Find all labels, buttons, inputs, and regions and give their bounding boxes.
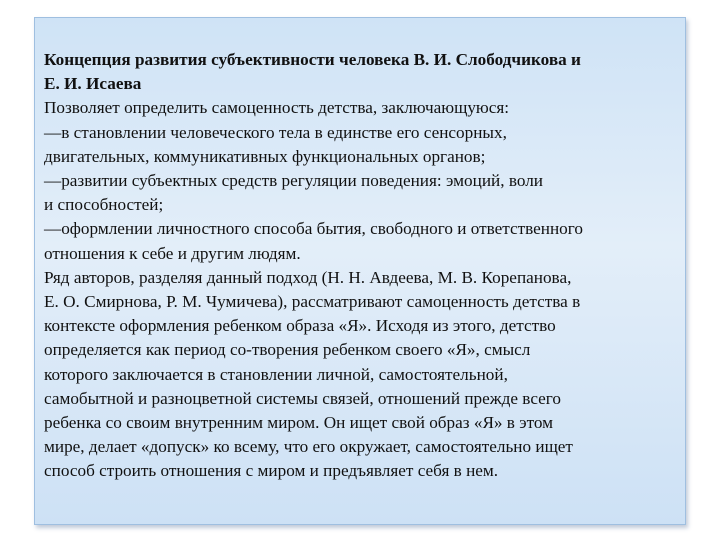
body-line: самобытной и разноцветной системы связей, отношений прежде всего [44, 388, 562, 408]
body-line: —в становлении человеческого тела в единстве его сенсорных, [44, 122, 507, 142]
body-line: мире, делает «допуск» ко всему, что его окружает, самостоятельно ищет [44, 437, 573, 457]
heading-line: Концепция развития субъективности человека В. И. Слободчикова и [44, 50, 581, 69]
slide-text [44, 48, 676, 484]
body-line: двигательных, коммуникативных функциональных органов; [44, 146, 486, 166]
body-line: Ряд авторов, разделяя данный подход (Н. Н. Авдеева, М. В. Корепанова, [44, 267, 572, 287]
body-line: отношения к себе и другим людям. [44, 243, 301, 263]
body-line: —развитии субъектных средств регуляции поведения: эмоций, воли [44, 171, 543, 191]
body-line: ребенка со своим внутренним миром. Он ищет свой образ «Я» в этом [44, 413, 554, 433]
body-line: определяется как период со-творения ребенком своего «Я», смысл [44, 340, 531, 360]
body-line: Позволяет определить самоценность детства, заключающуюся: [44, 98, 510, 118]
body-line: —оформлении личностного способа бытия, свободного и ответственного [44, 219, 583, 239]
body-line: контексте оформления ребенком образа «Я». Исходя из этого, детство [44, 316, 556, 336]
body-line: и способностей; [44, 195, 164, 215]
body-line: Е. О. Смирнова, Р. М. Чумичева), рассматривают самоценность детства в [44, 292, 581, 312]
heading-line: Е. И. Исаева [44, 74, 142, 94]
body-line: способ строить отношения с миром и предъявляет себя в нем. [44, 461, 499, 481]
body-line: которого заключается в становлении личной, самостоятельной, [44, 364, 508, 384]
